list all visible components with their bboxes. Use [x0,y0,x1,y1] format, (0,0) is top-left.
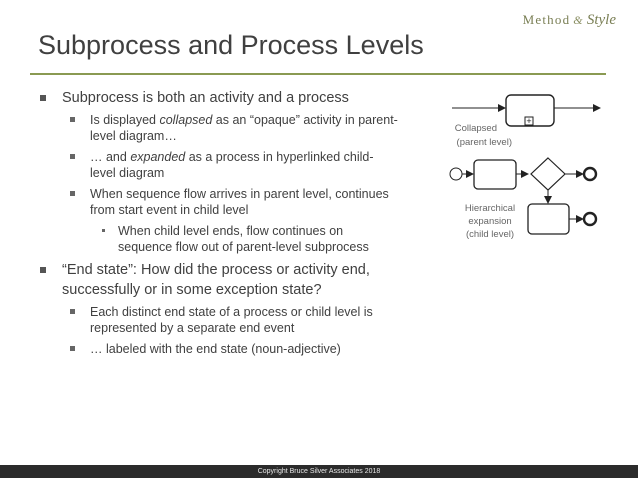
bullet-text: as an “opaque” activity in parent-level diagram… [90,113,398,143]
footer-bar [0,465,638,478]
slide-title: Subprocess and Process Levels [38,30,424,60]
bullet-text: Each distinct end state of a process or child level is represented by a separate end event [90,305,373,335]
parent-level-label: (parent level) [456,137,512,148]
bullet-text: “End state”: How did the process or activity end, successfully or in some exception state? [62,262,370,298]
bullet-collapsed [38,112,398,144]
brand-logo [523,12,616,29]
end-event-1 [584,168,596,180]
bullet-emphasis: expanded [130,150,186,164]
collapsed-label: Collapsed [454,123,497,134]
child-task-1 [474,160,516,189]
bullet-child-ends [38,223,398,255]
bullet-text: as a process in hyperlinked child-level diagram [90,150,374,180]
bullet-text: Is displayed [90,113,160,127]
square-bullet-icon [40,267,46,273]
logo-ampersand: & [573,13,584,27]
logo-style: Style [586,12,616,28]
hierarchical-label: Hierarchical [464,203,516,214]
title-divider [30,73,606,75]
bpmn-diagram [440,85,615,245]
bullet-sequence-flow [38,186,398,218]
square-bullet-icon [40,95,46,101]
bullet-labeled [38,341,398,357]
square-bullet-icon [70,191,75,196]
plus-marker-glyph: + [526,116,532,126]
square-bullet-icon [70,346,75,351]
square-bullet-icon [70,117,75,122]
bullet-text: … and [90,150,131,164]
square-bullet-icon [70,309,75,314]
child-task-2 [528,204,569,234]
gateway [531,158,565,190]
dot-bullet-icon [102,229,105,232]
copyright-text: Copyright Bruce Silver Associates 2018 [257,468,381,475]
bullet-subprocess [38,88,398,108]
bullet-expanded [38,149,398,181]
bullet-emphasis: collapsed [159,113,213,127]
end-event-2 [584,213,596,225]
logo-method: Method [522,12,571,27]
bullet-distinct-end-state [38,304,398,336]
bullet-text: … labeled with the end state (noun-adjective) [90,342,341,356]
child-level-label: (child level) [465,229,515,240]
bullet-text: Subprocess is both an activity and a process [62,90,349,106]
start-event [450,168,462,180]
bullet-text: When child level ends, flow continues on sequence flow out of parent-level subprocess [118,224,369,254]
square-bullet-icon [70,154,75,159]
bullet-list [38,88,398,362]
expansion-label: expansion [468,216,512,227]
bullet-end-state [38,260,398,300]
bullet-text: When sequence flow arrives in parent level, continues from start event in child level [90,187,389,217]
